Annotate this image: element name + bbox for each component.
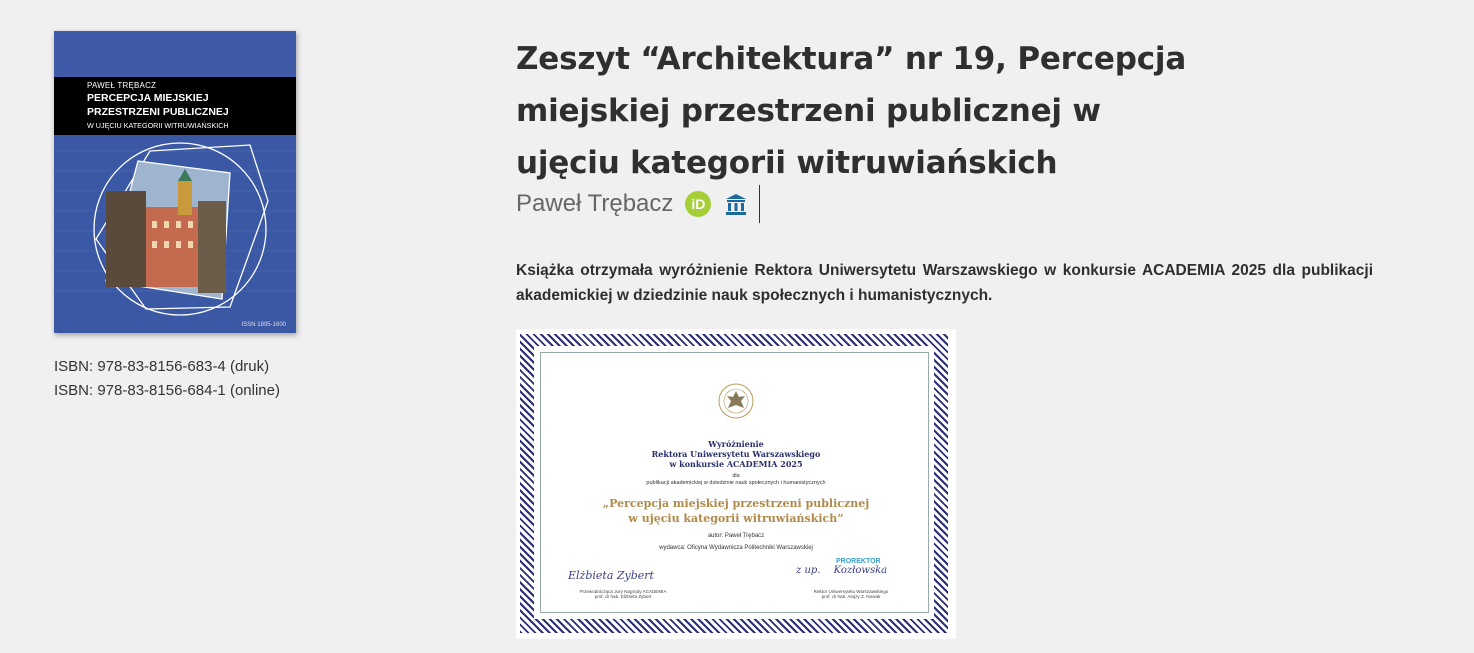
cover-title-line2: PRZESTRZENI PUBLICZNEJ: [87, 106, 229, 118]
orcid-icon[interactable]: iD: [685, 191, 711, 217]
diploma-line3: w konkursie ACADEMIA 2025: [669, 459, 803, 469]
award-diploma-image[interactable]: [516, 329, 956, 639]
award-note: Książka otrzymała wyróżnienie Rektora Uniwersytetu Warszawskiego w konkursie ACADEMIA 2025 dla publikacji akademickiej w dziedzinie nauk społecznych i humanistycznych.: [516, 262, 1373, 304]
cover-title-line3: W UJĘCIU KATEGORII WITRUWIAŃSKICH: [87, 121, 229, 130]
book-cover[interactable]: [54, 31, 296, 333]
book-title: Zeszyt “Architektura” nr 19, Percepcja miejskiej przestrzeni publicznej w ujęciu kategorii witruwiańskich: [516, 41, 1187, 181]
diploma-line4: dla: [732, 473, 740, 479]
book-sidebar: [54, 31, 304, 403]
diploma-line5: publikacji akademickiej w dziedzinie nauk społecznych i humanistycznych: [646, 480, 826, 486]
isbn-block: [54, 355, 304, 403]
caption-left-line2: prof. dr hab. Elżbieta Zybert: [594, 594, 652, 599]
isbn-online: ISBN: 978-83-8156-684-1 (online): [54, 382, 280, 399]
book-details: [516, 33, 1376, 639]
diploma-stamp: PROREKTOR: [836, 558, 881, 565]
cover-author: PAWEŁ TRĘBACZ: [87, 81, 157, 90]
signature-right: [796, 565, 887, 576]
diploma-line2: Rektora Uniwersytetu Warszawskiego: [651, 449, 821, 459]
caption-right-line1: Rektor Uniwersytetu Warszawskiego: [813, 589, 889, 594]
cover-title-band: [54, 77, 296, 135]
caption-right-line2: prof. dr hab. Alojzy Z. Nowak: [821, 594, 881, 599]
author-separator: [759, 185, 760, 223]
diploma-publisher: wydawca: Oficyna Wydawnicza Politechniki Warszawskiej: [659, 545, 813, 551]
caption-left: [568, 589, 678, 599]
caption-right: [796, 589, 906, 599]
isbn-print: ISBN: 978-83-8156-683-4 (druk): [54, 358, 270, 375]
diploma-line1: Wyróżnienie: [708, 439, 764, 449]
signature-right-name: Kozłowska: [833, 565, 888, 576]
institution-icon[interactable]: [725, 192, 747, 216]
author-row: [516, 184, 1376, 224]
diploma-work-title1: „Percepcja miejskiej przestrzeni publicznej: [602, 497, 870, 510]
author-name[interactable]: Paweł Trębacz: [516, 190, 674, 217]
university-seal-icon: [717, 381, 755, 423]
cover-issn: ISSN 1895-1600: [241, 322, 286, 328]
cover-title-line1: PERCEPCJA MIEJSKIEJ: [87, 92, 209, 104]
signature-left: Elżbieta Zybert: [568, 569, 654, 582]
caption-left-line1: Przewodnicząca Jury Nagrody ACADEMIA: [579, 589, 667, 594]
diploma-work-title2: w ujęciu kategorii witruwiańskich”: [628, 512, 844, 525]
diploma-author: autor: Paweł Trębacz: [707, 533, 765, 539]
signature-right-prefix: z up.: [796, 565, 821, 576]
